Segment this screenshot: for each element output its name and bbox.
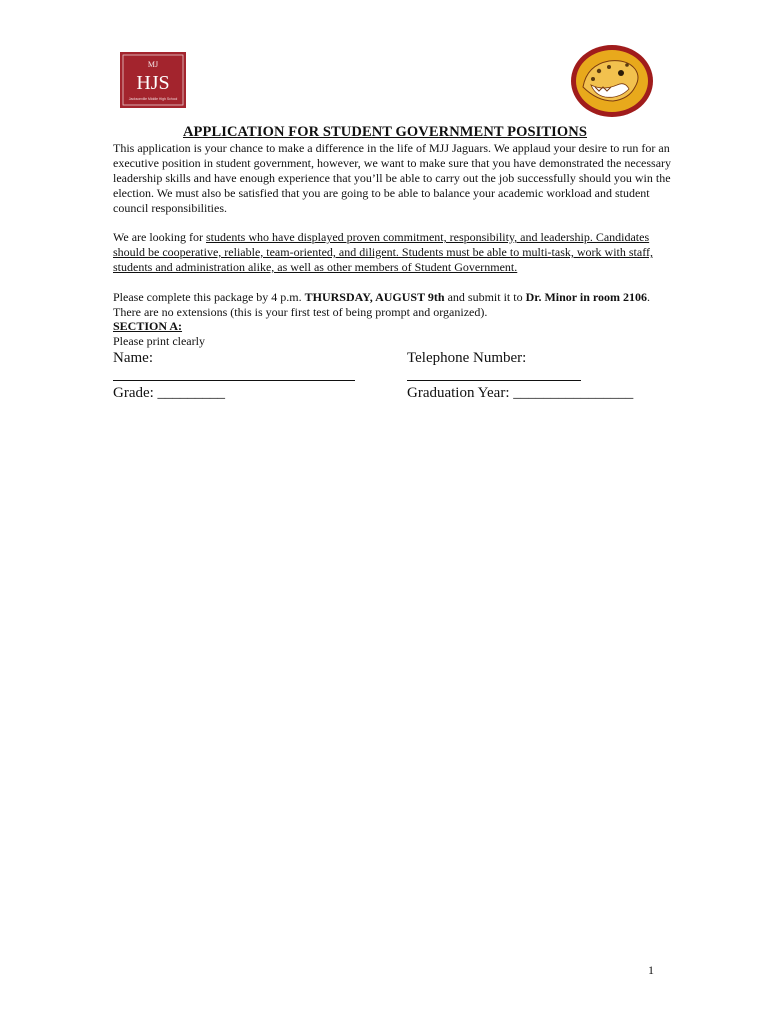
deadline-date: THURSDAY, AUGUST 9th [304,290,445,304]
name-label: Name: [113,350,153,366]
graduation-year-field[interactable]: Graduation Year: ________________ [407,385,634,401]
logo-tagline: Jacksonville Middle High School [128,97,178,101]
deadline-text-1: Please complete this package by 4 p.m. [113,290,305,304]
page-title: APPLICATION FOR STUDENT GOVERNMENT POSITIONS [182,124,588,140]
deadline-text-2: and submit it to [444,290,526,304]
hjs-logo-icon [120,52,186,108]
section-a-heading: SECTION A: [113,319,183,333]
jaguar-icon [569,43,655,119]
print-note: Please print clearly [113,334,205,348]
deadline-paragraph [113,290,673,320]
telephone-label: Telephone Number: [407,350,527,366]
page-number: 1 [648,963,654,977]
name-line[interactable] [113,380,355,381]
intro-paragraph: This application is your chance to make a difference in the life of MJJ Jaguars. We applaud your desire to run for an executive position in student government, however, we want to make sure that you have demonstrated the necessary leadership skills and have enough experience that you’ll be able to carry out the job successfully should you win the election. We must also be satisfied that you are going to be able to balance your academic workload and student council responsibilities. [113,141,672,215]
jaguar-logo [569,43,655,119]
requirements-paragraph [113,230,673,275]
requirements-prefix: We are looking for [113,230,206,244]
logo-top-text: MJ [147,60,159,69]
school-logo [120,52,186,108]
logo-main-text: HJS [136,72,170,94]
grade-field[interactable]: Grade: _________ [113,385,226,401]
telephone-line[interactable] [407,380,581,381]
deadline-text-3: . There are no extensions (this is your first test of being prompt and organized). [113,290,651,319]
deadline-room: Dr. Minor in room 2106 [525,290,648,304]
requirements-text: students who have displayed proven commitment, responsibility, and leadership. Candidates should be cooperative, reliable, team-oriented, and diligent. Students must be able to multi-task, work with staff, students and administration alike, as well as other members of Student Government. [113,230,653,274]
